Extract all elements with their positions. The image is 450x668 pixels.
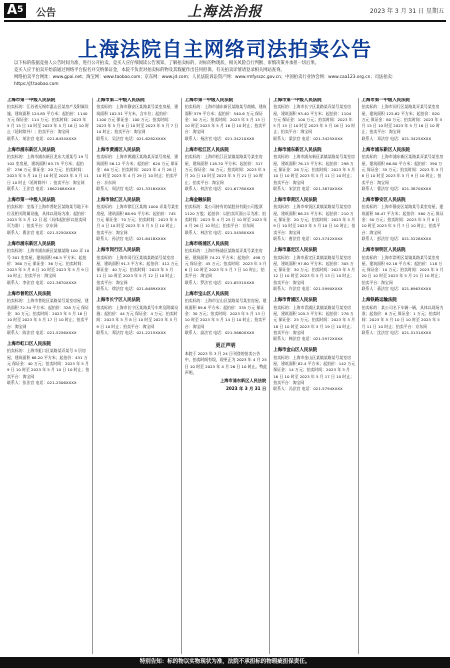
- auction-notice: [185, 198, 267, 236]
- footer-text: 特别告知：标的物以实物现状为准，法院不承担标的物瑕疵担保责任。: [139, 659, 311, 665]
- notice-contact: 联系人：韩法官 电话：021-5972XXXX: [273, 336, 343, 342]
- signature-date: 2023 年 3 月 31 日: [225, 386, 267, 392]
- notice-body: 拍卖标的：上海市崇明区某镇某路某号某室房屋，建筑面积 92.16 平方米；起拍价：118 万元 保证金：10 万元；拍卖时间：2023 年 5 月 20 日 10 时至 2023 年 5 月 21 日 10 时止；拍卖平台：淘宝网: [361, 254, 444, 285]
- notice-body: 拍卖标的：上海市静安区某路某号某室房屋，建筑面积 102.51 平方米，含车位；起拍价：1100 万元 保证金：100 万元；拍卖时间：2023 年 5 月 6 日 10 时至 2023 年 5 月 7 日 10 时止；拍卖平台：淘宝网: [96, 104, 179, 135]
- notice-contact: 联系人：周法官 电话：021-3316XXXX: [96, 185, 166, 191]
- notice-contact: 联系人：宋法官 电话：021-3870XXXX: [273, 185, 343, 191]
- notice-column: [4, 98, 91, 654]
- notice-contact: 联系人：孙法官 电话：021-6418XXXX: [96, 235, 166, 241]
- notice-body: 拍卖标的：上海市嘉定区某镇某路某号某室房屋，建筑面积 97.80 平方米；起拍价：305 万元 保证金：30 万元；拍卖时间：2023 年 5 月 12 日 10 时至 2023 年 5 月 13 日 10 时止；拍卖平台：淘宝网: [273, 254, 356, 285]
- auction-notice: [96, 248, 178, 292]
- court-name: 上海市徐汇区人民法院: [96, 198, 141, 204]
- notice-body: 拍卖标的：上海市黄浦区某路某弄某号房屋，建筑面积 56.12 平方米；起拍价：620 万元 保证金：60 万元；拍卖时间：2023 年 4 月 28 日 10 时至 2023 年 4 月 29 日 10 时止；拍卖平台：京东网: [96, 154, 179, 185]
- intro-paragraph: 网络拍卖平台网址：www.gpai.net；淘宝网：www.taobao.com；京东网：www.jd.com；人民法院诉讼资产网：www.rmfysszc.gov.cn；中国拍卖行业协会网：www.caa123.org.cn；司法拍卖：https://jf.taobao.com: [14, 75, 397, 87]
- court-name: 上海市崇明区人民法院: [361, 248, 406, 254]
- notice-body: 拍卖标的：上海市金山区某镇某路某号某室房屋，建筑面积 82.4 平方米；起拍价：142 万元 保证金：14 万元；拍卖时间：2023 年 5 月 16 日 10 时至 2023 年 5 月 17 日 10 时止；拍卖平台：淘宝网: [273, 354, 356, 385]
- court-name: 上海市静安区人民法院: [361, 198, 406, 204]
- auction-notice: [273, 248, 355, 292]
- notice-contact: 联系人：梁法官 电话：021-3425XXXX: [273, 135, 343, 141]
- notice-contact: 联系人：罗法官 电话：021-6531XXXX: [184, 279, 255, 285]
- court-name: 上海市虹口区人民法院: [7, 342, 51, 348]
- auction-notice: [273, 148, 355, 192]
- masthead: [0, 0, 450, 20]
- court-name: 上海市奉贤区人民法院: [273, 198, 318, 204]
- notice-contact: 联系人：胡法官 电话：021-6434XXXX: [7, 135, 77, 141]
- notice-contact: 联系人：李法官 电话：021-3870XXXX: [7, 279, 77, 285]
- court-name: 上海市金山区人民法院: [273, 348, 318, 354]
- auction-notice: [185, 292, 267, 336]
- notice-body: 拍卖标的：坐落于上海市普陀区某路某号地下车位及相关附属设施，具体以现场为准；起拍价：2023 年 5 月 12 日 起（具体起拍价以拍卖网页为准）；拍卖平台：京东网: [7, 204, 89, 229]
- notice-contact: 联系人：沈法官 电话：021-5131XXXX: [361, 329, 432, 335]
- court-name: 上海市黄浦区人民法院: [96, 148, 141, 154]
- court-name: 上海市第一中级人民法院: [273, 98, 322, 103]
- correction-title: 更正声明: [215, 343, 236, 350]
- auction-notice: [96, 298, 178, 336]
- court-name: 上海市普陀区人民法院: [7, 292, 51, 298]
- auction-notice: [362, 148, 444, 192]
- notice-contact: 联系人：何法官 电话：021-6778XXXX: [184, 185, 255, 191]
- auction-notice: [362, 198, 444, 242]
- notice-column: [181, 98, 269, 654]
- auction-notice: [273, 198, 355, 242]
- auction-notice: [273, 98, 355, 142]
- notice-contact: 联系人：杨法官 电话：021-3421XXXX: [184, 135, 255, 141]
- auction-notice: [96, 148, 178, 192]
- auction-notice: [362, 248, 444, 292]
- footer-bar: [0, 657, 450, 668]
- notice-column: [358, 98, 446, 654]
- notice-body: 拍卖标的：上海市宝山区某路某号某室房屋，建筑面积 89.6 平方米；起拍价：335 万元 保证金：30 万元；拍卖时间：2023 年 5 月 13 日 10 时至 2023 年 5 月 14 日 10 时止；拍卖平台：淘宝网: [184, 298, 267, 329]
- notice-body: 拍卖标的：上海市虹口区某路某弄某号 5 层房屋，建筑面积 68.20 平方米；起拍价：431 万元 保证金：40 万元；拍卖时间：2023 年 5 月 9 日 10 时至 2023 年 5 月 10 日 10 时止；拍卖平台：淘宝网: [7, 348, 90, 379]
- auction-notice: [362, 298, 444, 336]
- court-name: 上海铁路运输法院: [361, 298, 397, 304]
- signature-court: 上海市浦东新区人民法院: [220, 378, 267, 384]
- court-name: 上海市浦东新区人民法院: [273, 148, 322, 154]
- notice-body: 拍卖标的：上海市长宁区某路某弄某号某室房屋，建筑面积 93.40 平方米；起拍价：1104 万元 保证金：100 万元；拍卖时间：2023 年 5 月 15 日 10 时至 2023 年 5 月 16 日 10 时止；拍卖平台：淘宝网: [273, 104, 356, 135]
- court-name: 上海市第二中级人民法院: [96, 98, 145, 103]
- notice-contact: 联系人：高法官 电话：021-5660XXXX: [184, 329, 255, 335]
- notice-body: 拍卖标的：上海市奉贤区某镇某路某号某室房屋，建筑面积 86.25 平方米；起拍价：210 万元 保证金：20 万元；拍卖时间：2023 年 5 月 9 日 10 时至 2023 年 5 月 10 日 10 时止；拍卖平台：淘宝网: [273, 204, 356, 235]
- court-name: 上海市第一中级人民法院: [361, 98, 410, 103]
- auction-notice: [96, 198, 178, 242]
- notice-contact: 联系人：陈法官 电话：021-5256XXXX: [7, 329, 77, 335]
- section-name: 公告: [36, 8, 56, 19]
- notice-column: [92, 98, 180, 654]
- notice-contact: 联系人：冯法官 电话：021-5794XXXX: [273, 386, 343, 392]
- auction-notice: [273, 298, 355, 342]
- notice-body: 拍卖标的：上海市长宁区某路某号车库及附属设施；起拍价：44 万元 保证金：4 万元；拍卖时间：2023 年 5 月 8 日 10 时至 2023 年 5 月 9 日 10 时止；拍卖平台：淘宝网: [96, 304, 179, 329]
- issue-date: 2023 年 3 月 31 日 星期五: [369, 8, 444, 15]
- notice-body: 拍卖标的：上海市普陀区某路某号某室房屋，建筑面积 72.34 平方米；起拍价：328 万元 保证金：30 万元；拍卖时间：2023 年 5 月 16 日 10 时至 2023 年 5 月 17 日 10 时止；拍卖平台：淘宝网: [7, 298, 89, 329]
- notice-body: 拍卖标的：上海市徐汇区某路 1000 弄某号某室房屋，建筑面积 88.90 平方米；起拍价：745 万元 保证金：70 万元；拍卖时间：2023 年 5 月 4 日 10 时至 2023 年 5 月 5 日 10 时止；拍卖平台：淘宝网: [96, 204, 179, 235]
- auction-notice: [7, 242, 89, 286]
- notice-body: 拍卖标的：上海市浦东新区某镇某路 100 弄 10 号 301 室房屋，建筑面积 98.5 平方米；起拍价：360 万元 保证金：36 万元；拍卖时间：2023 年 5 月 8 日 10 时至 2023 年 5 月 9 日 10 时止；拍卖平台：淘宝网: [7, 248, 90, 279]
- notice-contact: 联系人：许法官 电话：021-5990XXXX: [273, 286, 343, 292]
- court-name: 上海市闵行区人民法院: [96, 248, 141, 254]
- court-name: 上海市第一中级人民法院: [184, 98, 234, 103]
- court-name: 上海市杨浦区人民法院: [184, 241, 229, 247]
- court-name: 上海市长宁区人民法院: [96, 298, 141, 304]
- notice-body: 拍卖标的：上海市浦东新区某路某弄某号某室房屋，建筑面积 66.80 平方米；起拍价：390 万元 保证金：35 万元；拍卖时间：2023 年 5 月 8 日 10 时至 2023 年 5 月 9 日 10 时止；拍卖平台：淘宝网: [361, 154, 444, 185]
- notice-body: 拍卖标的：上海市浦东新区龙东大道某号 19 号 102 室房屋，建筑面积 63.75 平方米；起拍价：236 万元 保证金：20 万元；拍卖时间：2023 年 5 月 10 日 10 时至 2023 年 5 月 11 日 10 时止（延时除外）；拍卖平台：淘宝网: [7, 154, 89, 185]
- notice-contact: 联系人：唐法官 电话：021-5742XXXX: [273, 235, 343, 241]
- court-name: 上海市松江区人民法院: [184, 148, 229, 154]
- notice-body: 拍卖标的：上海市静安区某路某号某室房屋，建筑面积 58.47 平方米；起拍价：560 万元 保证金：50 万元；拍卖时间：2023 年 5 月 6 日 10 时至 2023 年 5 月 7 日 10 时止；拍卖平台：淘宝网: [361, 204, 444, 235]
- court-name: 上海市第一中级人民法院: [7, 198, 56, 204]
- notice-body: 拍卖标的：上海市杨浦区某路某弄某号某室房屋，建筑面积 74.21 平方米；起拍价：498 万元 保证金：45 万元；拍卖时间：2023 年 5 月 6 日 10 时至 2023 年 5 月 7 日 10 时止；拍卖平台：淘宝网: [184, 248, 267, 279]
- notice-contact: 联系人：郑法官 电话：021-2215XXXX: [96, 329, 166, 335]
- notice-contact: 联系人：曹法官 电话：021-5250XXXX: [7, 229, 77, 235]
- page-letter: A: [7, 3, 18, 18]
- notice-body: 拍卖标的：上海市闵行区某路某弄某号某室房屋，建筑面积 125.62 平方米；起拍价：820 万元 保证金：80 万元；拍卖时间：2023 年 5 月 15 日 10 时至 2023 年 5 月 16 日 10 时止；拍卖平台：淘宝网: [361, 104, 443, 135]
- notice-body: 拍卖标的：上海市闵行区某镇某路某号某室房屋，建筑面积 91.3 平方米；起拍价：412 万元 保证金：40 万元；拍卖时间：2023 年 5 月 11 日 10 时至 2023 年 5 月 12 日 10 时止；拍卖平台：淘宝网: [96, 254, 179, 285]
- court-name: 上海市浦东新区人民法院: [7, 148, 56, 154]
- auction-notice: [96, 98, 178, 142]
- auction-notice: [7, 292, 89, 336]
- notice-body: 拍卖标的：江苏省无锡市惠山区某房产及附属设施，建筑面积 124.85 平方米；起拍价：1140 万元 保证金：114 万元；拍卖时间：2023 年 5 月 15 日 10 时至 2023 年 5 月 16 日 10 时止（延时除外）；拍卖平台：淘宝网: [7, 104, 89, 135]
- notice-column: [269, 98, 357, 654]
- auction-notice: [362, 98, 444, 142]
- page-title: 上海法院自主网络司法拍卖公告: [78, 37, 372, 61]
- auction-notice: [185, 98, 267, 142]
- auction-notice: [7, 342, 89, 386]
- court-name: 上海市浦东新区人民法院: [7, 241, 56, 247]
- notice-contact: 联系人：邓法官 电话：021-3425XXXX: [361, 135, 432, 141]
- auction-notice: [273, 348, 355, 392]
- notice-body: 拍卖标的：上海市青浦区某镇某路某号某室房屋，建筑面积 105.3 平方米；起拍价：276 万元 保证金：25 万元；拍卖时间：2023 年 5 月 18 日 10 时至 2023 年 5 月 19 日 10 时止；拍卖平台：淘宝网: [273, 304, 356, 335]
- court-name: 上海金融法院: [184, 198, 212, 204]
- court-name: 上海市宝山区人民法院: [184, 292, 229, 298]
- notice-contact: 联系人：彭法官 电话：021-5228XXXX: [361, 235, 432, 241]
- notice-columns: [4, 98, 446, 654]
- notice-contact: 联系人：吴法官 电话：021-6282XXXX: [96, 135, 166, 141]
- notice-body: 拍卖标的：某公司持有的某股份有限公司股票 1120 万股；起拍价：以拍卖页面公示为准；拍卖时间：2023 年 4 月 25 日 10 时至 2023 年 4 月 26 日 10 时止；拍卖平台：京东网: [184, 204, 268, 229]
- notice-body: 拍卖标的：上海市松江区某镇某路某号某室房屋，建筑面积 118.70 平方米；起拍价：317 万元 保证金：30 万元；拍卖时间：2023 年 5 月 20 日 10 时至 2023 年 5 月 21 日 10 时止；拍卖平台：淘宝网: [184, 154, 266, 185]
- court-name: 上海市浦东新区人民法院: [361, 148, 410, 154]
- auction-notice: [7, 148, 89, 192]
- auction-notice: [185, 148, 267, 192]
- newspaper-name: 上海法治报: [187, 4, 263, 20]
- intro-paragraph: 以下标的依据竞拍人公告时间为准，进行公开拍卖。竞买人应仔细阅读公告须知，了解拍卖标的，对标的物现状、相关风险自行判断、审慎决策并承担一切后果。: [14, 61, 320, 66]
- header-rule: [4, 20, 446, 22]
- notice-body: 拍卖标的：上海市浦东新区某镇某路某号某室房屋，建筑面积 76.13 平方米；起拍价：298 万元 保证金：28 万元；拍卖时间：2023 年 5 月 10 日 10 时至 2023 年 5 月 11 日 10 时止；拍卖平台：淘宝网: [273, 154, 356, 185]
- notice-contact: 联系人：蒋法官 电话：021-6963XXXX: [361, 286, 432, 292]
- notice-contact: 联系人：林法官 电话：021-5458XXXX: [184, 229, 255, 235]
- notice-body: 拍卖标的：某公司名下车辆一辆，具体以现场为准；起拍价：8 万元 保证金：1 万元；拍卖时间：2023 年 5 月 10 日 10 时至 2023 年 5 月 11 日 10 时止；拍卖平台：京东网: [361, 304, 444, 329]
- court-name: 上海市第一中级人民法院: [7, 98, 56, 103]
- auction-notice: [7, 98, 89, 142]
- notice-contact: 联系人：王法官 电话：1862168XXXX: [7, 185, 76, 191]
- correction-body: 本院于 2023 年 3 月 24 日刊登的拍卖公告中，拍卖时间有误，现更正为 2023 年 4 月 25 日 10 时至 2023 年 4 月 26 日 10 时止。特此声明。: [184, 351, 268, 375]
- notice-body: 拍卖标的：上海市浦东新区某路某号商铺，建筑面积 579 平方米；起拍价：540.6 万元 保证金：50 万元；拍卖时间：2023 年 5 月 15 日 10 时至 2023 年 5 月 16 日 10 时止；拍卖平台：淘宝网: [184, 104, 267, 135]
- court-name: 上海市嘉定区人民法院: [273, 248, 318, 254]
- intro-paragraph: 竞买人应于拍卖开始前通过网络平台报名并交纳保证金，本院不负责对拍卖标的物及其瑕疵作出任何担保，有关拍卖详情请登录相关网站查询。: [14, 68, 285, 73]
- auction-notice: [185, 242, 267, 286]
- page-number: 5: [17, 5, 24, 15]
- intro-text: [14, 60, 436, 88]
- notice-contact: 联系人：徐法官 电话：021-6489XXXX: [96, 286, 166, 292]
- notice-contact: 联系人：张法官 电话：021-2506XXXX: [7, 379, 77, 385]
- notice-contact: 联系人：曹法官 电话：021-3870XXXX: [361, 185, 432, 191]
- court-name: 上海市青浦区人民法院: [273, 298, 318, 304]
- auction-notice: [7, 198, 89, 236]
